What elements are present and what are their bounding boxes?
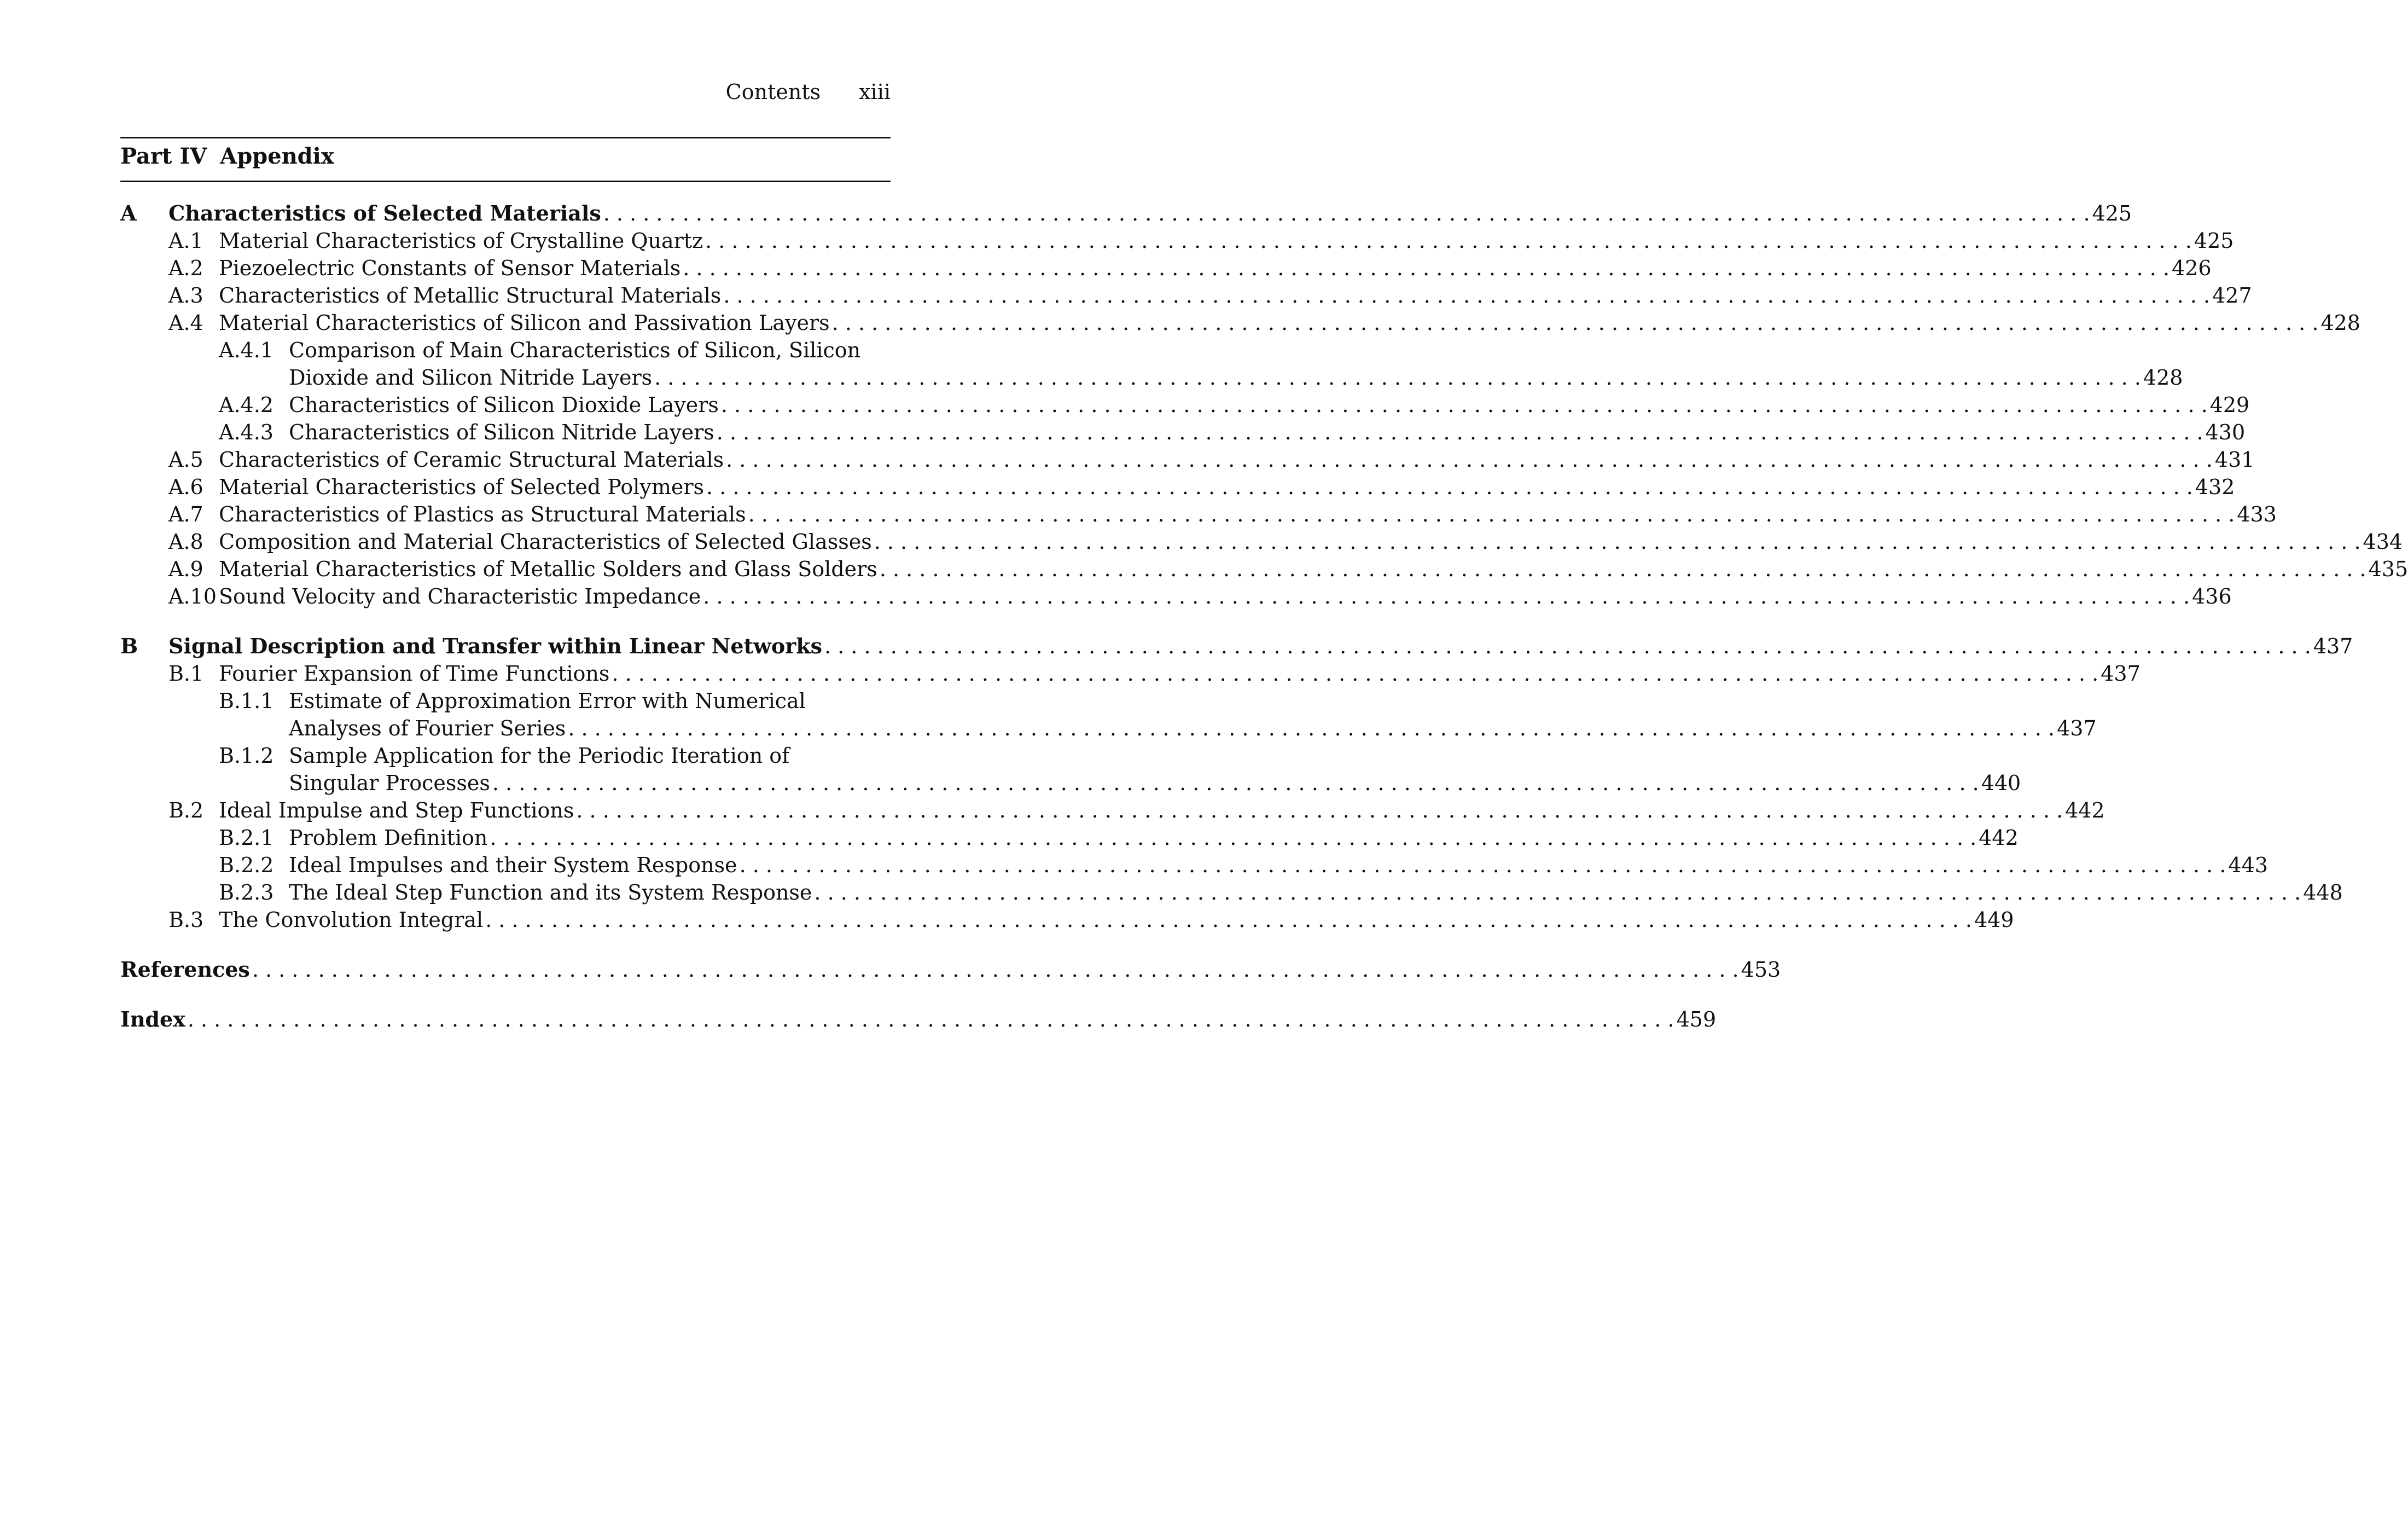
part-rule-top [120,137,891,138]
toc-entry[interactable] [120,769,2021,797]
dot-leader [714,419,2206,446]
dot-leader [652,364,2143,391]
toc-entry-page: 443 [2228,853,2268,877]
toc-entry-title: Characteristics of Metallic Structural Materials [219,283,722,308]
toc-entry-title: Ideal Impulses and their System Response [289,853,737,877]
dot-leader [746,501,2237,528]
toc-entry[interactable] [120,633,2353,660]
part-title: Appendix [220,143,334,169]
toc-entry-number: B.2 [168,798,204,822]
toc-entry-number: B.2.2 [219,853,274,877]
toc-entry-number: B.1 [168,662,204,686]
toc-entry-page: 434 [2363,530,2403,554]
toc-entry[interactable] [120,528,2403,555]
toc-entry-title: Fourier Expansion of Time Functions [219,662,610,686]
toc-entry-page: 428 [2143,366,2183,390]
toc-entry-number: B.2.1 [219,826,274,850]
toc-entry[interactable] [120,282,2252,309]
toc-entry-page: 453 [1741,958,1781,982]
dot-leader [719,391,2210,419]
toc-entry-number: A.10 [168,584,217,608]
dot-leader [601,200,2092,227]
dot-leader [703,227,2194,254]
toc-entry[interactable] [120,879,2343,906]
toc-entry-title: The Convolution Integral [219,908,484,932]
toc-entry[interactable] [120,555,2408,583]
toc-entry-number: A.5 [168,448,203,472]
toc-entry[interactable] [120,1006,1717,1033]
toc-entry-number: A.4 [168,311,203,335]
toc-entry[interactable] [120,419,2246,446]
toc-entry[interactable] [120,797,2105,824]
toc-entry-title: Material Characteristics of Crystalline Quartz [219,229,703,253]
toc-entry[interactable] [120,309,2360,337]
toc-entry-number: A.4.2 [219,393,274,417]
toc-entry-page: 440 [1981,771,2021,795]
toc-entry-title: Material Characteristics of Metallic Solders and Glass Solders [219,557,877,581]
dot-leader [830,309,2321,337]
toc-entry-title: Sample Application for the Periodic Iteration of [289,744,790,768]
toc-entry-page: 433 [2237,502,2277,526]
toc-entry-page: 431 [2214,448,2255,472]
toc-entry[interactable] [120,364,2183,391]
dot-leader [483,906,1974,934]
dot-leader [490,769,1981,797]
toc-entry-title: Material Characteristics of Selected Polymers [219,475,705,499]
toc-entry-title: Index [120,1007,185,1031]
toc-entry-number: A.1 [168,229,203,253]
toc-entry-title: Characteristics of Silicon Nitride Layers [289,420,714,444]
dot-leader [724,446,2215,473]
dot-leader [872,528,2363,555]
toc-entry-number: B.1.1 [219,689,274,713]
toc-entry-page: 448 [2303,880,2343,905]
toc-entry-page: 425 [2092,201,2132,225]
toc-entry[interactable] [120,583,2232,610]
dot-leader [185,1006,1677,1033]
toc-entry-title: Ideal Impulse and Step Functions [219,798,574,822]
toc-entry[interactable] [120,687,891,715]
toc-entry[interactable] [120,473,2235,501]
toc-entry[interactable] [120,660,2141,687]
toc-entry-number: B.1.2 [219,744,274,768]
dot-leader [566,715,2057,742]
toc-entry[interactable] [120,200,2132,227]
toc-entry-title: Sound Velocity and Characteristic Impedance [219,584,701,608]
toc-entry-title: Characteristics of Selected Materials [168,201,601,225]
toc-entry-number: B.3 [168,908,204,932]
toc-entry-page: 449 [1974,908,2014,932]
toc-entry-page: 432 [2195,475,2235,499]
toc-entry-title: Signal Description and Transfer within Linear Networks [168,634,822,658]
toc-entry-page: 429 [2209,393,2250,417]
dot-leader [574,797,2065,824]
running-head-section: Contents [725,80,821,104]
toc-entry-number: A.7 [168,502,203,526]
toc-entry[interactable] [120,446,2255,473]
toc-entry[interactable] [120,391,2250,419]
dot-leader [812,879,2303,906]
toc-entry-title: Characteristics of Ceramic Structural Materials [219,448,724,472]
dot-leader [877,555,2369,583]
toc-entry-number: A.3 [168,283,203,308]
toc-entry-number: A [120,201,137,225]
toc-entry-page: 442 [1979,826,2019,850]
toc-entry[interactable] [120,906,2014,934]
dot-leader [822,633,2313,660]
toc-entry-number: B [120,634,138,658]
part-heading [120,143,334,169]
dot-leader [704,473,2195,501]
toc-entry-page: 425 [2194,229,2234,253]
toc-entry-title: The Ideal Step Function and its System Response [289,880,812,905]
toc-entry-title: Problem Definition [289,826,488,850]
dot-leader [701,583,2192,610]
toc-entry-number: A.4.1 [219,338,274,362]
toc-entry-title: Piezoelectric Constants of Sensor Materials [219,256,681,280]
toc-entry-number: A.9 [168,557,203,581]
toc-entry[interactable] [120,227,2234,254]
toc-entry[interactable] [120,715,2097,742]
toc-entry-number: A.2 [168,256,203,280]
toc-entry[interactable] [120,254,2212,282]
toc-entry-page: 435 [2368,557,2408,581]
toc-entry[interactable] [120,851,2268,879]
toc-entry[interactable] [120,337,891,364]
toc-entry-number: B.2.3 [219,880,274,905]
dot-leader [680,254,2172,282]
dot-leader [487,824,1979,851]
part-label: Part IV [120,143,207,169]
toc-entry-title: Characteristics of Plastics as Structural Materials [219,502,746,526]
toc-entry-page: 430 [2205,420,2246,444]
toc-entry-number: A.8 [168,530,203,554]
toc-entry-page: 459 [1676,1007,1717,1031]
toc-entry[interactable] [120,501,2277,528]
toc-entry-title-continuation: Singular Processes [289,771,490,795]
toc-entry-number: A.6 [168,475,203,499]
toc-entry-page: 437 [2101,662,2141,686]
toc-entry[interactable] [120,742,891,769]
toc-entry[interactable] [120,824,2019,851]
toc-entry-page: 442 [2065,798,2105,822]
toc-entry-title: Material Characteristics of Silicon and Passivation Layers [219,311,830,335]
table-of-contents [120,200,2408,1033]
toc-entry[interactable] [120,956,1781,983]
toc-entry-page: 436 [2192,584,2232,608]
toc-entry-page: 428 [2320,311,2360,335]
dot-leader [250,956,1741,983]
toc-entry-title: Estimate of Approximation Error with Numerical [289,689,806,713]
toc-entry-page: 437 [2057,716,2097,740]
running-head [726,80,891,104]
toc-entry-title-continuation: Analyses of Fourier Series [289,716,566,740]
toc-entry-page: 427 [2212,283,2252,308]
toc-entry-number: A.4.3 [219,420,274,444]
toc-entry-title: Composition and Material Characteristics of Selected Glasses [219,530,872,554]
part-rule-bottom [120,181,891,182]
running-head-page-number: xiii [859,80,891,104]
toc-entry-page: 426 [2172,256,2212,280]
dot-leader [609,660,2101,687]
dot-leader [721,282,2212,309]
toc-entry-page: 437 [2313,634,2353,658]
toc-entry-title: Characteristics of Silicon Dioxide Layers [289,393,719,417]
dot-leader [737,851,2229,879]
toc-entry-title: Comparison of Main Characteristics of Silicon, Silicon [289,338,861,362]
toc-entry-title-continuation: Dioxide and Silicon Nitride Layers [289,366,653,390]
toc-entry-title: References [120,957,250,982]
